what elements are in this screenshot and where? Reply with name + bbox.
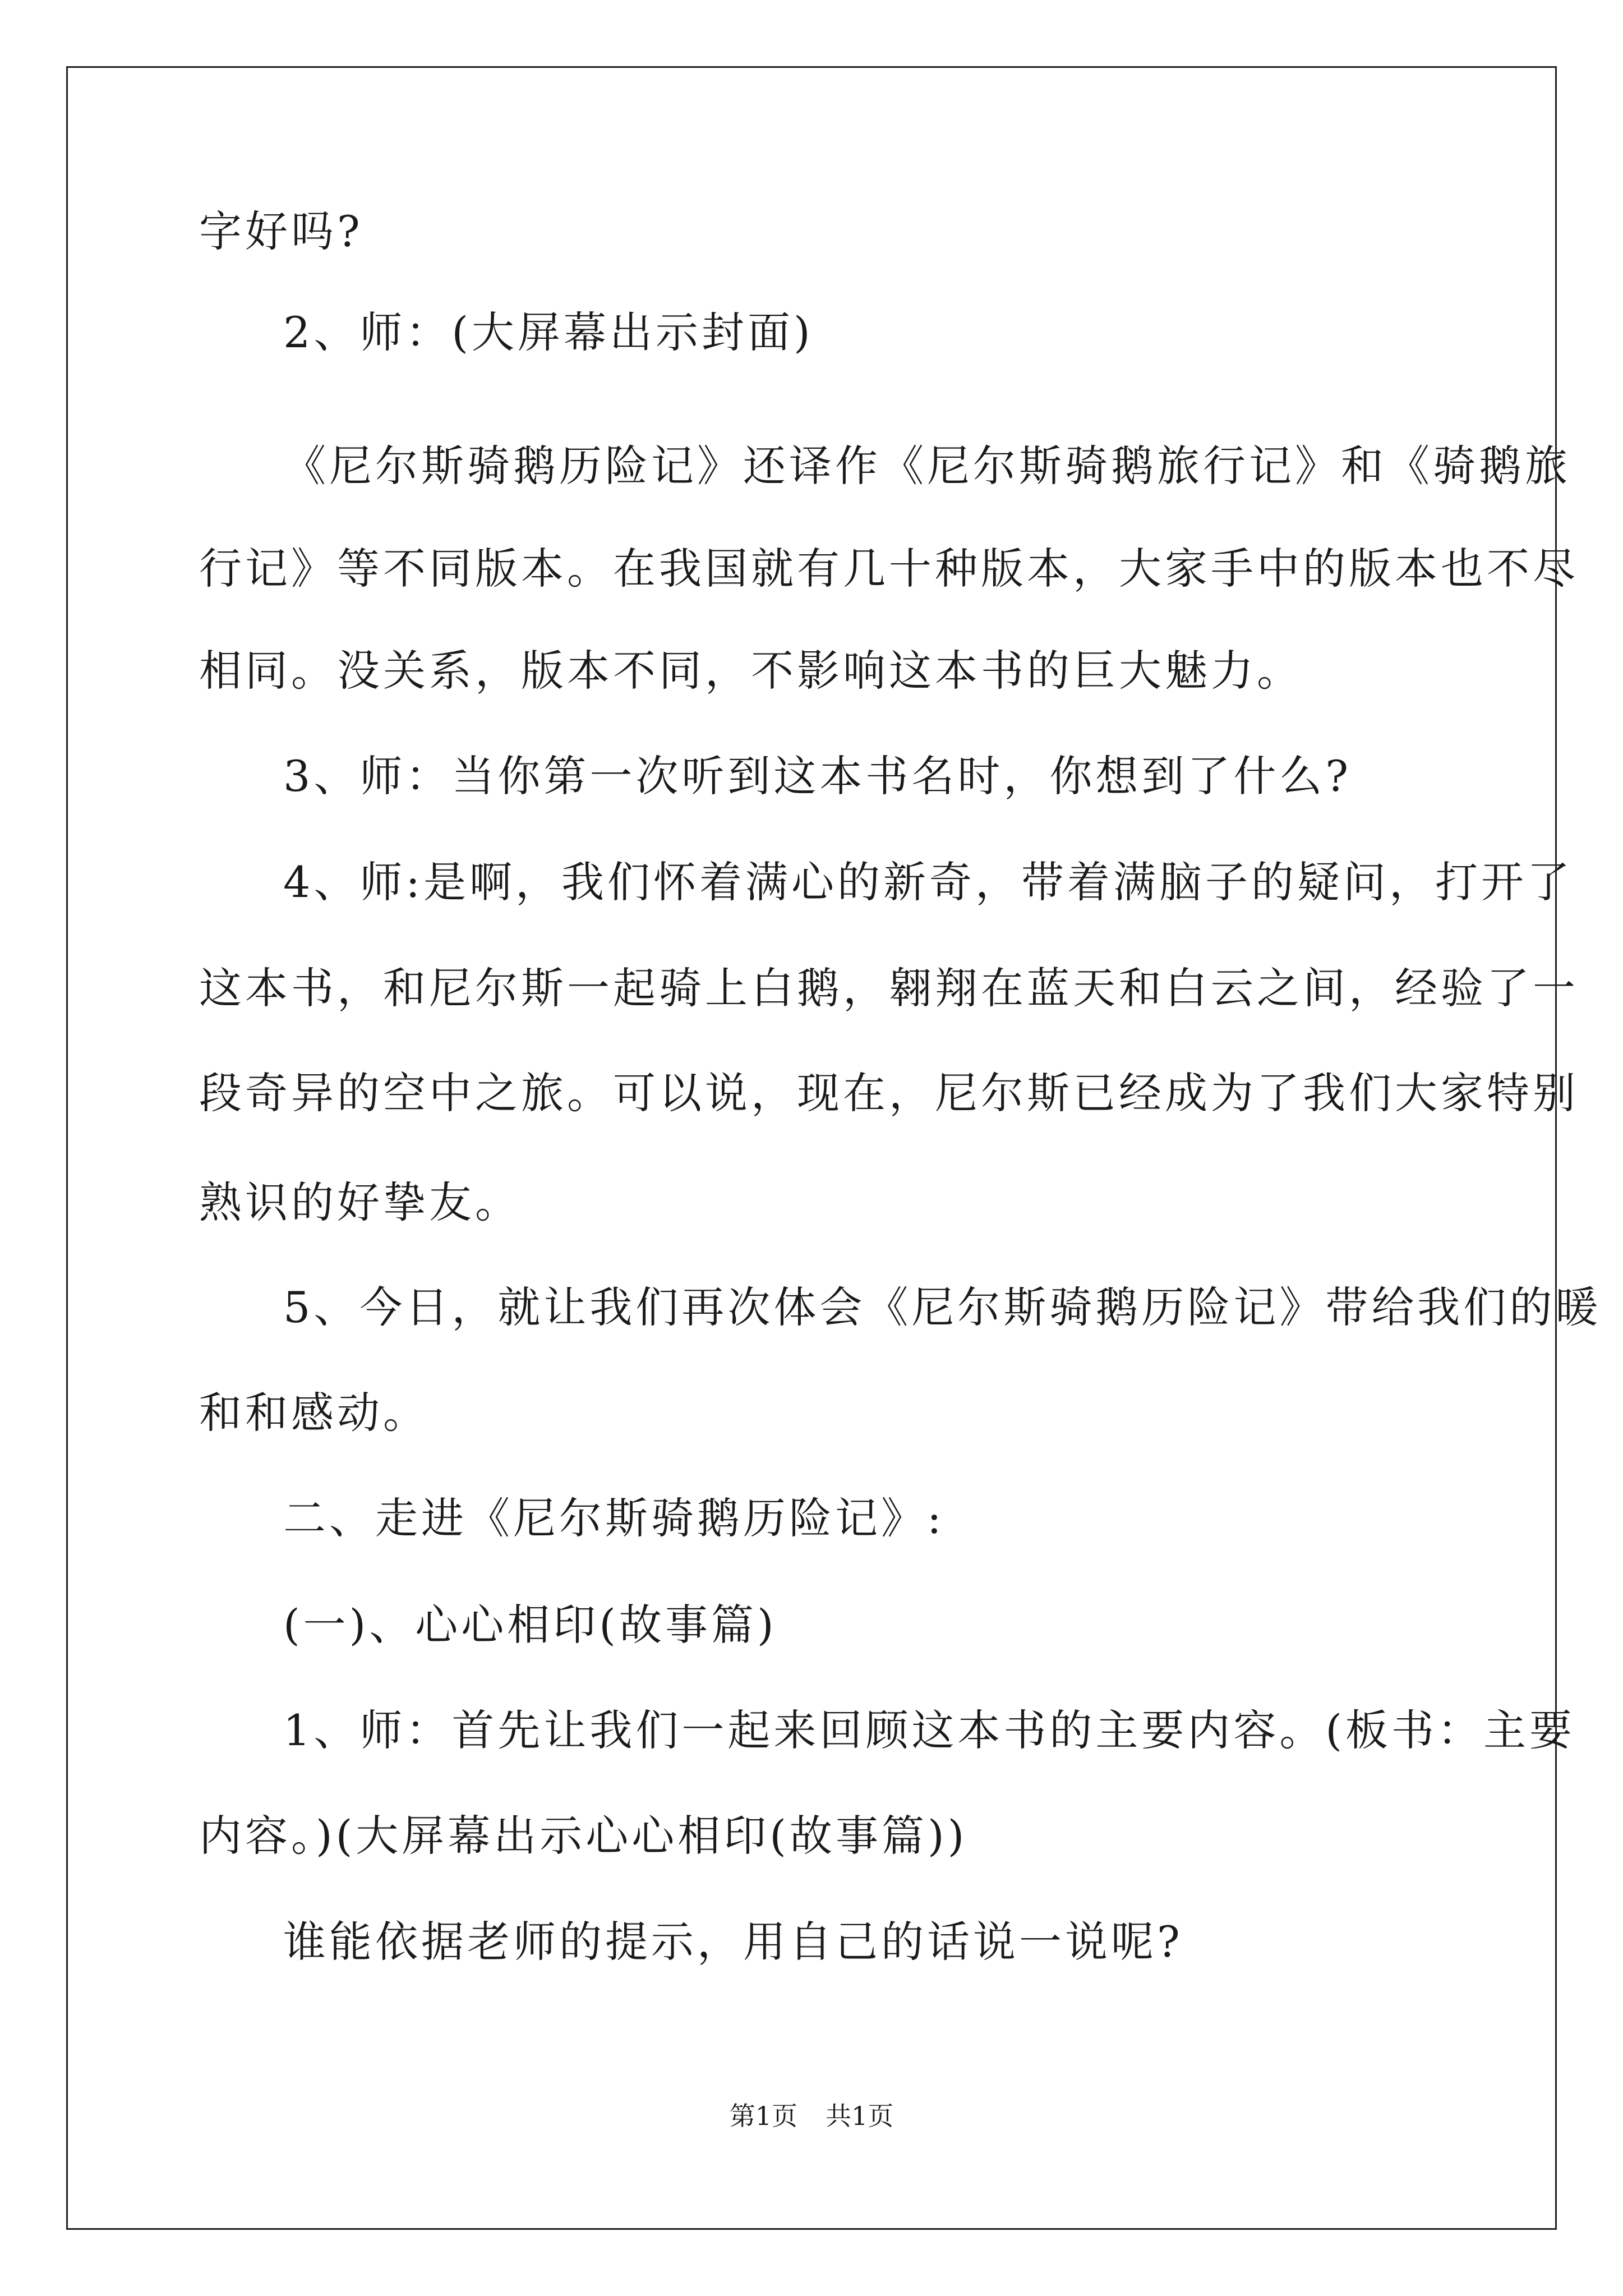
text-line: 5、今日，就让我们再次体会《尼尔斯骑鹅历险记》带给我们的暖 [283, 1282, 1602, 1332]
text-line: 这本书，和尼尔斯一起骑上白鹅，翱翔在蓝天和白云之间，经验了一 [199, 963, 1579, 1013]
text-line: (一)、心心相印(故事篇) [283, 1600, 777, 1650]
text-line: 4、师:是啊，我们怀着满心的新奇，带着满脑子的疑问，打开了 [283, 857, 1573, 907]
text-line: 谁能依据老师的提示，用自己的话说一说呢? [283, 1917, 1183, 1967]
text-line: 《尼尔斯骑鹅历险记》还译作《尼尔斯骑鹅旅行记》和《骑鹅旅 [283, 441, 1571, 491]
text-line: 行记》等不同版本。在我国就有几十种版本，大家手中的版本也不尽 [199, 544, 1579, 593]
page-footer [0, 2099, 1623, 2133]
text-line: 2、师：(大屏幕出示封面) [283, 307, 814, 357]
text-line: 字好吗? [199, 206, 363, 256]
page-border [66, 66, 1602, 2230]
text-line: 熟识的好挚友。 [199, 1177, 521, 1227]
text-line: 内容。)(大屏幕出示心心相印(故事篇)) [199, 1811, 968, 1861]
text-line: 3、师：当你第一次听到这本书名时，你想到了什么? [283, 751, 1352, 801]
text-line: 和和感动。 [199, 1388, 429, 1438]
text-line: 1、师：首先让我们一起来回顾这本书的主要内容。(板书：主要 [283, 1705, 1576, 1755]
page-total: 共1页 [826, 2101, 894, 2131]
page-number: 第1页 [729, 2101, 797, 2131]
text-line: 相同。没关系，版本不同，不影响这本书的巨大魅力。 [199, 646, 1303, 696]
text-line: 段奇异的空中之旅。可以说，现在，尼尔斯已经成为了我们大家特别 [199, 1068, 1579, 1118]
text-line: 二、走进《尼尔斯骑鹅历险记》: [283, 1493, 945, 1543]
